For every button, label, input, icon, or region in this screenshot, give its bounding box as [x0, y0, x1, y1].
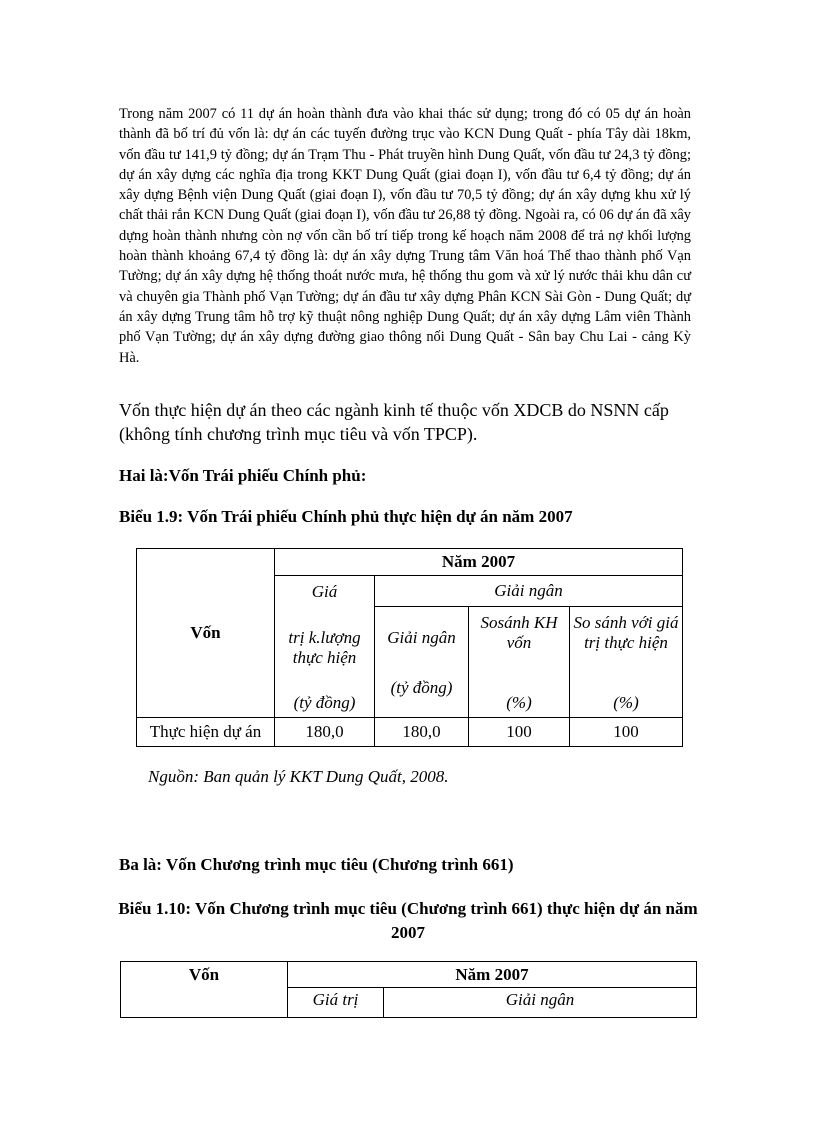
giai-ngan-header: Giải ngân [375, 576, 683, 607]
second-paragraph: Vốn thực hiện dự án theo các ngành kinh tế thuộc vốn XDCB do NSNN cấp (không tính chương trình mục tiêu và vốn TPCP). [119, 400, 669, 444]
heading-ba-la: Ba là: Vốn Chương trình mục tiêu (Chương trình 661) [119, 855, 514, 874]
col-von-header: Vốn [137, 549, 275, 718]
table-row [137, 718, 683, 747]
heading-hai-la: Hai là:Vốn Trái phiếu Chính phủ: [119, 466, 367, 485]
source-note: Nguồn: Ban quản lý KKT Dung Quất, 2008. [148, 767, 449, 786]
giai-ngan-unit: (tỷ đồng) [390, 678, 453, 697]
so-sanh-gt-col [570, 607, 683, 718]
so-sanh-gt-unit: (%) [613, 693, 639, 712]
so-sanh-kh-label: Sosánh KH vốn [480, 613, 558, 652]
so-sanh-kh-col [469, 607, 570, 718]
giai-ngan-col [375, 607, 469, 718]
table2-caption: Biểu 1.10: Vốn Chương trình mục tiêu (Chương trình 661) thực hiện dự án năm 2007 [118, 899, 698, 942]
row-value-giai-ngan: 180,0 [375, 718, 469, 747]
so-sanh-gt-label: So sánh với giá trị thực hiện [573, 613, 679, 652]
table2-col-von: Vốn [121, 962, 288, 1018]
row-label: Thực hiện dự án [137, 718, 275, 747]
table1-caption: Biểu 1.9: Vốn Trái phiếu Chính phủ thực hiện dự án năm 2007 [119, 507, 573, 526]
table2-year-header: Năm 2007 [288, 962, 697, 988]
row-value-so-sanh-kh: 100 [469, 718, 570, 747]
row-value-so-sanh-gt: 100 [570, 718, 683, 747]
intro-paragraph: Trong năm 2007 có 11 dự án hoàn thành đưa vào khai thác sử dụng; trong đó có 05 dự án hoàn thành đã bố trí đủ vốn là: dự án các tuyến đường trục vào KCN Dung Quất - phía Tây dài 18km, vốn đầu tư 141,9 tỷ đồng; dự án Trạm Thu - Phát truyền hình Dung Quất, vốn đầu tư 24,3 tỷ đồng; dự án xây dựng các nghĩa địa trong KKT Dung Quất (giai đoạn I), vốn đầu tư 6,4 tỷ đồng; dự án xây dựng Bệnh viện Dung Quất (giai đoạn I), vốn đầu tư 70,5 tỷ đồng; dự án xây dựng khu xử lý chất thải rắn KCN Dung Quất (giai đoạn I), vốn đầu tư 26,88 tỷ đồng. Ngoài ra, có 06 dự án đã xây dựng hoàn thành nhưng còn nợ vốn cần bố trí tiếp trong kế hoạch năm 2008 để trả nợ khối lượng hoàn thành khoảng 67,4 tỷ đồng là: dự án xây dựng Trung tâm Văn hoá Thể thao thành phố Vạn Tường; dự án xây dựng hệ thống thoát nước mưa, hệ thống thu gom và xử lý nước thải khu dân cư và chuyên gia Thành phố Vạn Tường; dự án đầu tư xây dựng Phân KCN Sài Gòn - Dung Quất; dự án xây dựng Trung tâm hỗ trợ kỹ thuật nông nghiệp Dung Quất; dự án xây dựng Lâm viên Thành phố Vạn Tường; dự án xây dựng đường giao thông nối Dung Quất - Sân bay Chu Lai - cảng Kỳ Hà. [119, 106, 691, 366]
table-von-tpcp [136, 548, 683, 747]
table2-gia-tri: Giá trị [288, 988, 384, 1018]
giai-ngan-label: Giải ngân [387, 628, 456, 647]
gia-tri-unit: (tỷ đồng) [293, 693, 356, 712]
so-sanh-kh-unit: (%) [506, 693, 532, 712]
gia-tri-header [275, 576, 375, 718]
row-value-gia-tri: 180,0 [275, 718, 375, 747]
table-von-ctmt [120, 961, 697, 1018]
gia-tri-mid: trị k.lượng thực hiện [288, 627, 361, 667]
year-header: Năm 2007 [275, 549, 683, 576]
gia-tri-top: Giá [311, 582, 338, 601]
table2-giai-ngan: Giải ngân [384, 988, 697, 1018]
